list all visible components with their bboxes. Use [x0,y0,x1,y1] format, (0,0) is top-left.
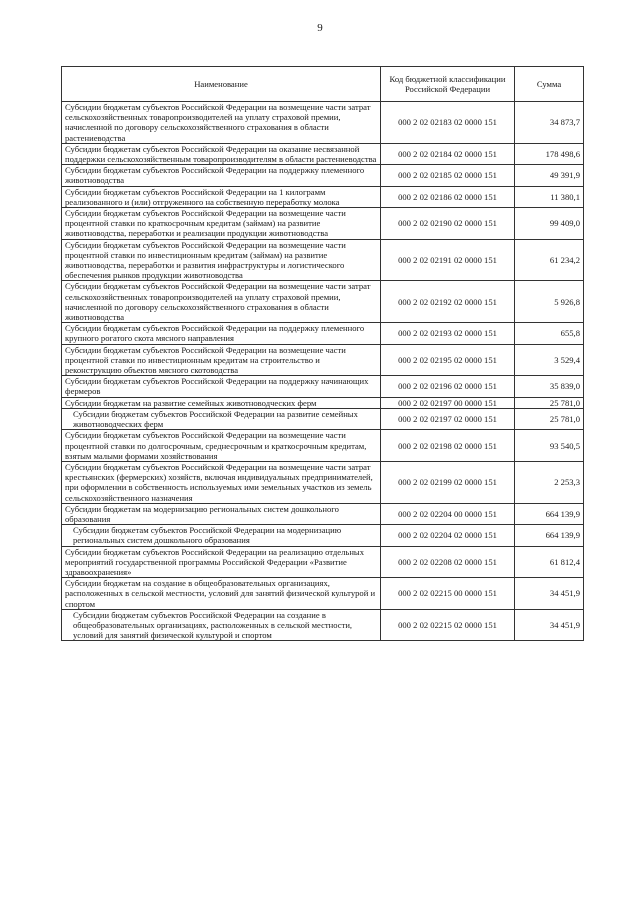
cell-code: 000 2 02 02204 02 0000 151 [381,525,515,546]
cell-code: 000 2 02 02198 02 0000 151 [381,430,515,462]
cell-code: 000 2 02 02195 02 0000 151 [381,344,515,376]
cell-sum: 99 409,0 [515,208,584,240]
cell-name: Субсидии бюджетам субъектов Российской Федерации на возмещение части процентной ставки по краткосрочным кредитам (займам) на развитие животноводства, переработки и реализации продукции животноводства [62,208,381,240]
cell-name: Субсидии бюджетам субъектов Российской Федерации на возмещение части затрат сельскохозяйственных товаропроизводителей на уплату страховой премии, начисленной по договору сельскохозяйственного страхования в области растениеводства [62,102,381,144]
cell-name: Субсидии бюджетам субъектов Российской Федерации на реализацию отдельных мероприятий государственной программы Российской Федерации «Развитие здравоохранения» [62,546,381,578]
cell-sum: 664 139,9 [515,525,584,546]
cell-name: Субсидии бюджетам субъектов Российской Федерации на создание в общеобразовательных организациях, расположенных в сельской местности, условий для занятий физической культурой и спортом [62,609,381,641]
table-row [62,578,584,610]
table-row [62,143,584,164]
cell-name: Субсидии бюджетам субъектов Российской Федерации на развитие семейных животноводческих ферм [62,408,381,429]
table-row [62,461,584,503]
header-code: Код бюджетной классификации Российской Федерации [381,67,515,102]
cell-name: Субсидии бюджетам субъектов Российской Федерации на поддержку племенного крупного рогатого скота мясного направления [62,323,381,344]
cell-code: 000 2 02 02208 02 0000 151 [381,546,515,578]
cell-code: 000 2 02 02197 02 0000 151 [381,408,515,429]
cell-name: Субсидии бюджетам субъектов Российской Федерации на возмещение части затрат крестьянских (фермерских) хозяйств, включая индивидуальных предпринимателей, при оформлении в собственность используемых ими земельных участков из земель сельскохозяйственного назначения [62,461,381,503]
cell-code: 000 2 02 02191 02 0000 151 [381,239,515,281]
table-row [62,430,584,462]
cell-name: Субсидии бюджетам субъектов Российской Федерации на поддержку племенного животноводства [62,165,381,186]
cell-sum: 34 451,9 [515,578,584,610]
table-row [62,376,584,397]
table-row [62,609,584,641]
cell-sum: 178 498,6 [515,143,584,164]
cell-name: Субсидии бюджетам субъектов Российской Федерации на возмещение части процентной ставки по долгосрочным, среднесрочным и краткосрочным кредитам, взятым малыми формами хозяйствования [62,430,381,462]
table-row [62,525,584,546]
cell-code: 000 2 02 02190 02 0000 151 [381,208,515,240]
cell-sum: 2 253,3 [515,461,584,503]
cell-code: 000 2 02 02183 02 0000 151 [381,102,515,144]
cell-code: 000 2 02 02193 02 0000 151 [381,323,515,344]
cell-code: 000 2 02 02184 02 0000 151 [381,143,515,164]
cell-code: 000 2 02 02215 02 0000 151 [381,609,515,641]
table-row [62,503,584,524]
cell-name: Субсидии бюджетам субъектов Российской Федерации на поддержку начинающих фермеров [62,376,381,397]
header-sum: Сумма [515,67,584,102]
cell-sum: 49 391,9 [515,165,584,186]
cell-sum: 34 451,9 [515,609,584,641]
cell-name: Субсидии бюджетам на развитие семейных животноводческих ферм [62,397,381,408]
cell-sum: 35 839,0 [515,376,584,397]
cell-name: Субсидии бюджетам субъектов Российской Федерации на возмещение части затрат сельскохозяйственных товаропроизводителей на уплату страховой премии, начисленной по договору сельскохозяйственного страхования в области животноводства [62,281,381,323]
cell-sum: 93 540,5 [515,430,584,462]
cell-code: 000 2 02 02199 02 0000 151 [381,461,515,503]
table-row [62,208,584,240]
cell-sum: 11 380,1 [515,186,584,207]
cell-name: Субсидии бюджетам субъектов Российской Федерации на возмещение части процентной ставки по инвестиционным кредитам (займам) на развитие животноводства, переработки и развития инфраструктуры и логистического обеспечения рынков продукции животноводства [62,239,381,281]
table-row [62,397,584,408]
table-row [62,344,584,376]
table-row [62,408,584,429]
cell-sum: 5 926,8 [515,281,584,323]
cell-sum: 61 234,2 [515,239,584,281]
cell-sum: 664 139,9 [515,503,584,524]
cell-sum: 25 781,0 [515,397,584,408]
table-body [62,102,584,641]
cell-name: Субсидии бюджетам субъектов Российской Федерации на модернизацию региональных систем дошкольного образования [62,525,381,546]
cell-name: Субсидии бюджетам субъектов Российской Федерации на 1 килограмм реализованного и (или) отгруженного на собственную переработку молока [62,186,381,207]
table-row [62,102,584,144]
cell-name: Субсидии бюджетам субъектов Российской Федерации на возмещение части процентной ставки по инвестиционным кредитам на строительство и реконструкцию объектов мясного скотоводства [62,344,381,376]
cell-code: 000 2 02 02185 02 0000 151 [381,165,515,186]
table-row [62,239,584,281]
budget-table [61,66,584,641]
table-row [62,281,584,323]
cell-sum: 655,8 [515,323,584,344]
cell-name: Субсидии бюджетам на создание в общеобразовательных организациях, расположенных в сельской местности, условий для занятий физической культурой и спортом [62,578,381,610]
cell-sum: 61 812,4 [515,546,584,578]
table-row [62,165,584,186]
cell-name: Субсидии бюджетам субъектов Российской Федерации на оказание несвязанной поддержки сельскохозяйственным товаропроизводителям в области растениеводства [62,143,381,164]
cell-sum: 25 781,0 [515,408,584,429]
cell-code: 000 2 02 02186 02 0000 151 [381,186,515,207]
cell-code: 000 2 02 02192 02 0000 151 [381,281,515,323]
cell-code: 000 2 02 02197 00 0000 151 [381,397,515,408]
table-row [62,186,584,207]
header-name: Наименование [62,67,381,102]
cell-code: 000 2 02 02196 02 0000 151 [381,376,515,397]
cell-code: 000 2 02 02204 00 0000 151 [381,503,515,524]
table-row [62,323,584,344]
table-row [62,546,584,578]
cell-name: Субсидии бюджетам на модернизацию региональных систем дошкольного образования [62,503,381,524]
table-header-row [62,67,584,102]
page-number: 9 [317,22,323,34]
cell-sum: 3 529,4 [515,344,584,376]
cell-code: 000 2 02 02215 00 0000 151 [381,578,515,610]
cell-sum: 34 873,7 [515,102,584,144]
